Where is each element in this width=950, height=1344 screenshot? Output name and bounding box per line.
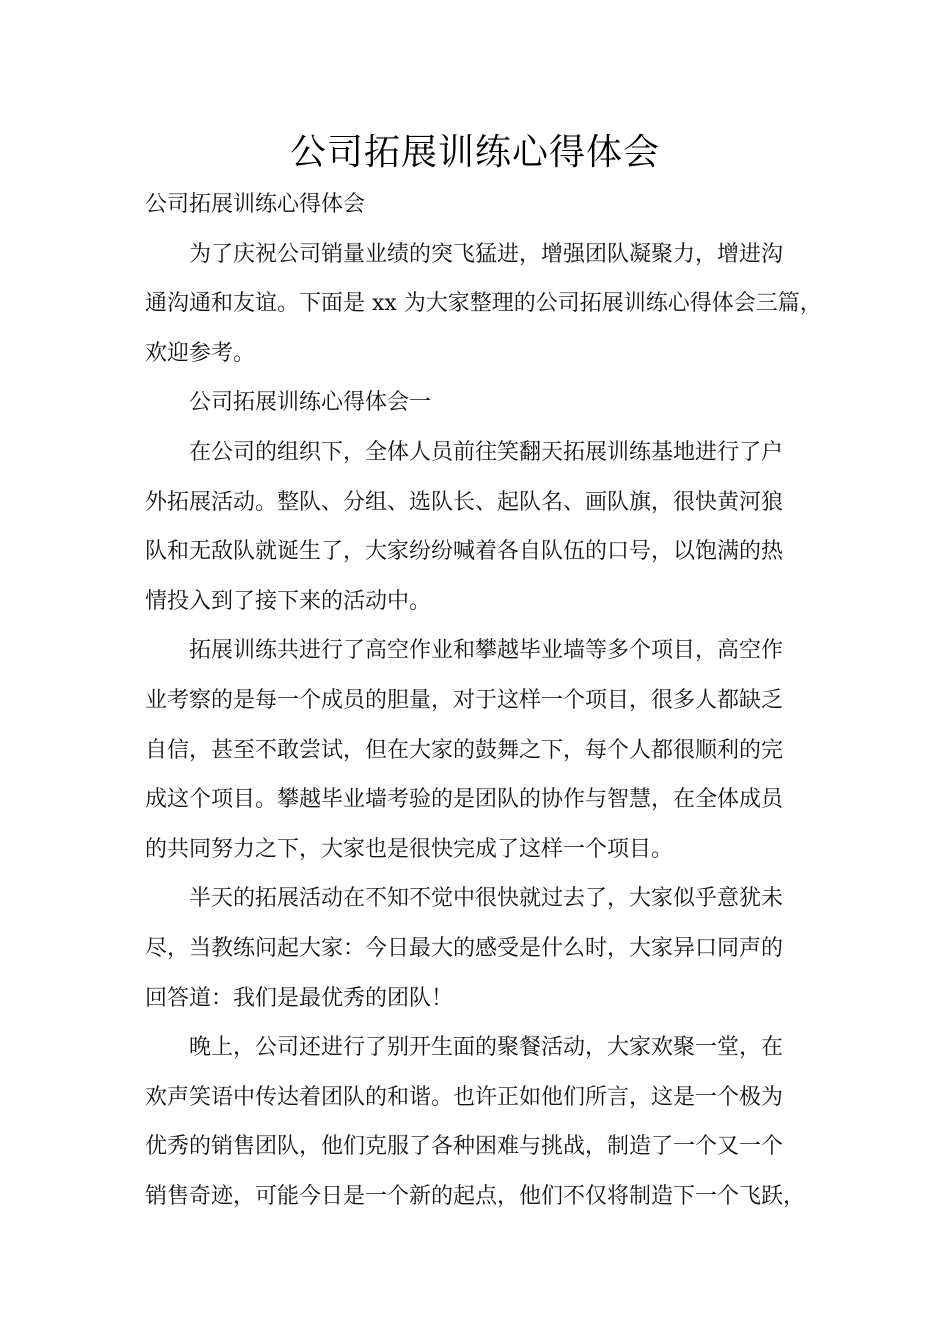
text-line: 自信，甚至不敢尝试，但在大家的鼓舞之下，每个人都很顺利的完 xyxy=(145,737,784,763)
text-line: 拓展训练共进行了高空作业和攀越毕业墙等多个项目，高空作 xyxy=(189,638,784,664)
text-line: 外拓展活动。整队、分组、选队长、起队名、画队旗，很快黄河狼 xyxy=(145,489,784,515)
document-title: 公司拓展训练心得体会 xyxy=(289,132,660,173)
text-line: 晚上，公司还进行了别开生面的聚餐活动，大家欢聚一堂，在 xyxy=(189,1035,784,1061)
text-line: 在公司的组织下，全体人员前往笑翻天拓展训练基地进行了户 xyxy=(189,439,784,465)
text-line: 的共同努力之下，大家也是很快完成了这样一个项目。 xyxy=(145,836,674,862)
text-line: 销售奇迹，可能今日是一个新的起点，他们不仅将制造下一个飞跃， xyxy=(145,1183,806,1209)
text-line: 业考察的是每一个成员的胆量，对于这样一个项目，很多人都缺乏 xyxy=(145,687,784,713)
text-line: 公司拓展训练心得体会一 xyxy=(189,390,432,416)
text-line: 欢迎参考。 xyxy=(145,340,256,366)
text-line: 队和无敌队就诞生了，大家纷纷喊着各自队伍的口号，以饱满的热 xyxy=(145,539,784,565)
text-line: 回答道：我们是最优秀的团队！ xyxy=(145,985,454,1011)
text-line: 优秀的销售团队，他们克服了各种困难与挑战，制造了一个又一个 xyxy=(145,1134,784,1160)
text-line: 半天的拓展活动在不知不觉中很快就过去了，大家似乎意犹未 xyxy=(189,886,784,912)
text-line: 为了庆祝公司销量业绩的突飞猛进，增强团队凝聚力，增进沟 xyxy=(189,241,784,267)
text-line: 尽，当教练问起大家：今日最大的感受是什么时，大家异口同声的 xyxy=(145,935,784,961)
text-line: 公司拓展训练心得体会 xyxy=(145,192,366,217)
text-line: 情投入到了接下来的活动中。 xyxy=(145,588,432,614)
text-line: 欢声笑语中传达着团队的和谐。也许正如他们所言，这是一个极为 xyxy=(145,1084,784,1110)
document-body xyxy=(145,180,822,1221)
text-line: 成这个项目。攀越毕业墙考验的是团队的协作与智慧，在全体成员 xyxy=(145,787,784,813)
text-line: 通沟通和友谊。下面是 xx 为大家整理的公司拓展训练心得体会三篇， xyxy=(145,291,822,317)
